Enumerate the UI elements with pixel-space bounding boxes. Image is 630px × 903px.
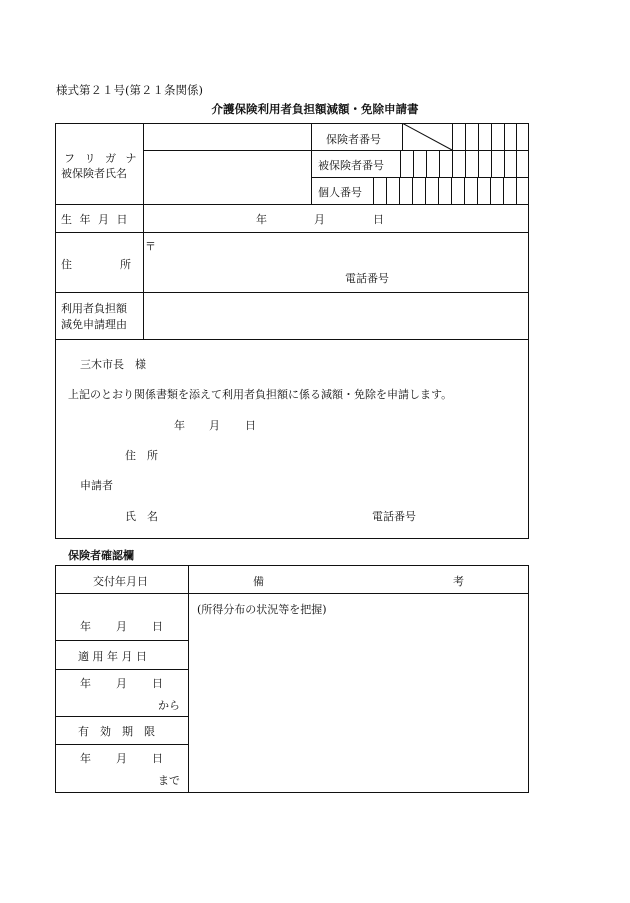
insured-number-cell[interactable] [491, 150, 492, 177]
apply-day: 日 [152, 677, 163, 690]
birthdate-year: 年 [256, 213, 267, 226]
valid-month: 月 [116, 752, 127, 765]
reason-label-second: 減免申請理由 [61, 318, 127, 331]
individual-number-cell[interactable] [503, 177, 504, 204]
valid-year: 年 [80, 752, 91, 765]
applicant-name-label: 氏 名 [125, 510, 158, 523]
insurer-number-cell[interactable] [516, 123, 517, 150]
insurer-number-cell[interactable] [504, 123, 505, 150]
label-column-divider [143, 123, 144, 339]
birthdate-month: 月 [314, 213, 325, 226]
individual-number-cell[interactable] [386, 177, 387, 204]
apply-date-divider [55, 716, 188, 717]
reason-label-first: 利用者負担額 [61, 302, 127, 315]
insurer-number-cell[interactable] [491, 123, 492, 150]
remarks-header-first: 備 [253, 575, 264, 588]
apply-year: 年 [80, 677, 91, 690]
insured-number-cell[interactable] [504, 150, 505, 177]
applicant-address-label: 住 所 [125, 449, 158, 462]
postal-mark: 〒 [145, 240, 156, 253]
until-label: まで [158, 774, 180, 787]
individual-number-cell[interactable] [399, 177, 400, 204]
row-divider-declaration [55, 339, 529, 340]
form-number: 様式第２１号(第２１条関係) [56, 83, 203, 97]
insured-number-cell[interactable] [413, 150, 414, 177]
insurer-column-divider [188, 565, 189, 793]
insured-number-cell[interactable] [452, 150, 453, 177]
address-label-second: 所 [120, 258, 131, 271]
insurer-number-cell[interactable] [465, 123, 466, 150]
number-label-divider [311, 123, 312, 204]
individual-number-cell[interactable] [477, 177, 478, 204]
insurer-number-label: 保険者番号 [326, 133, 381, 146]
from-label: から [158, 699, 180, 712]
individual-number-cell[interactable] [425, 177, 426, 204]
birthdate-label: 生 年 月 日 [61, 213, 130, 226]
number-cells-start-3 [373, 177, 374, 204]
statement: 上記のとおり関係書類を添えて利用者負担額に係る減額・免除を申請します。 [68, 388, 453, 401]
declaration-month: 月 [209, 419, 220, 432]
individual-number-cell[interactable] [464, 177, 465, 204]
furigana-label: フ リ ガ ナ [64, 152, 140, 165]
individual-number-cell[interactable] [516, 177, 517, 204]
remarks-note: (所得分布の状況等を把握) [197, 603, 327, 616]
validity-label-divider [55, 744, 188, 745]
form-title: 介護保険利用者負担額減額・免除申請書 [211, 102, 419, 116]
insurer-number-cell[interactable] [452, 123, 453, 150]
insurer-number-diagonal [402, 123, 452, 151]
birthdate-day: 日 [373, 213, 384, 226]
issue-day: 日 [152, 620, 163, 633]
insured-name-label: 被保険者氏名 [61, 167, 127, 180]
furigana-divider [143, 150, 311, 151]
number-row-divider-2 [311, 177, 529, 178]
individual-number-cell[interactable] [451, 177, 452, 204]
row-divider-reason [55, 292, 529, 293]
individual-number-label: 個人番号 [318, 186, 362, 199]
insured-number-cell[interactable] [426, 150, 427, 177]
declaration-year: 年 [174, 419, 185, 432]
individual-number-cell[interactable] [412, 177, 413, 204]
row-divider-birthdate [55, 204, 529, 205]
insurer-number-cell[interactable] [478, 123, 479, 150]
address-label-first: 住 [61, 258, 72, 271]
valid-day: 日 [152, 752, 163, 765]
apply-month: 月 [116, 677, 127, 690]
insured-number-cell[interactable] [516, 150, 517, 177]
apply-label-divider [55, 669, 188, 670]
insured-number-cell[interactable] [439, 150, 440, 177]
issue-month: 月 [116, 620, 127, 633]
insurer-section-heading: 保険者確認欄 [68, 549, 134, 562]
applicant-phone-label: 電話番号 [372, 510, 416, 523]
insured-number-cell[interactable] [478, 150, 479, 177]
remarks-header-second: 考 [453, 575, 464, 588]
individual-number-cell[interactable] [438, 177, 439, 204]
issue-date-divider [55, 640, 188, 641]
insured-number-cell[interactable] [465, 150, 466, 177]
issue-year: 年 [80, 620, 91, 633]
row-divider-address [55, 232, 529, 233]
individual-number-cell[interactable] [490, 177, 491, 204]
declaration-day: 日 [245, 419, 256, 432]
apply-date-label: 適 用 年 月 日 [78, 650, 147, 663]
insured-number-label: 被保険者番号 [318, 159, 384, 172]
number-cells-start-2 [400, 150, 401, 177]
validity-label: 有 効 期 限 [78, 725, 155, 738]
applicant-label: 申請者 [80, 479, 113, 492]
insurer-header-divider [55, 593, 529, 594]
issue-date-header: 交付年月日 [93, 575, 148, 588]
addressee: 三木市長 様 [80, 358, 146, 371]
phone-label: 電話番号 [345, 272, 389, 285]
